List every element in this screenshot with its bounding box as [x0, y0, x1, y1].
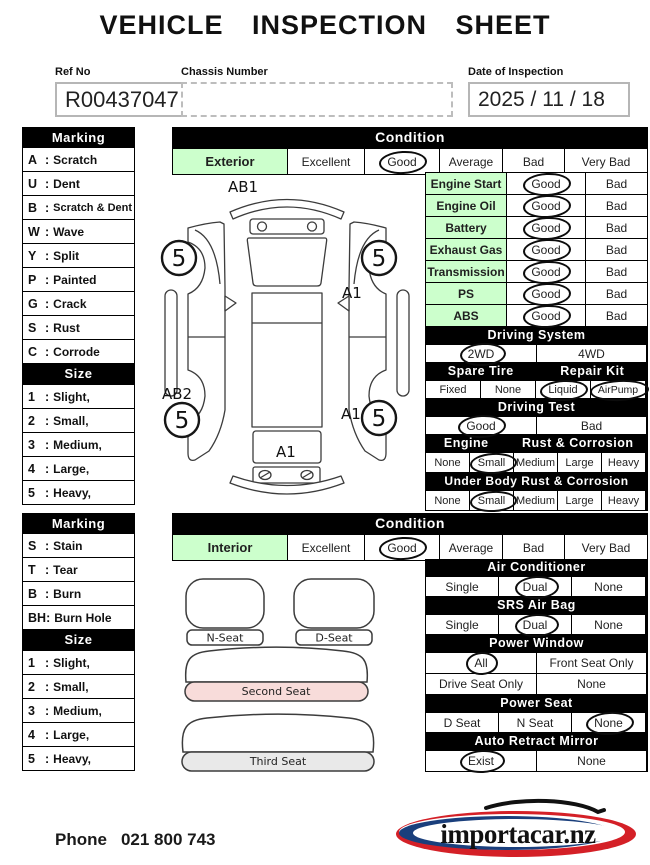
- legend-row: A : Scratch: [22, 147, 135, 172]
- check-label: PS: [426, 283, 506, 304]
- second-seat-shape: [186, 647, 368, 682]
- repair-liquid: Liquid: [536, 381, 590, 398]
- legend-row: S : Rust: [22, 315, 135, 340]
- driving-test-bad: Bad: [537, 417, 646, 434]
- legend-row: C : Corrode: [22, 339, 135, 364]
- srs-single: Single: [426, 615, 498, 634]
- srs-airbag-table: [425, 614, 648, 635]
- size-legend-header: Size: [22, 363, 135, 385]
- second-seat-label: Second Seat: [241, 685, 311, 698]
- power-seat-table: [425, 712, 648, 733]
- check-transmission-good: Good: [507, 261, 585, 282]
- ref-no-label: Ref No: [55, 66, 91, 78]
- check-label: Engine Oil: [426, 195, 506, 216]
- underbody-rust-table: [425, 490, 648, 511]
- wheel-grade-front-left: 5: [171, 246, 187, 272]
- check-battery-good: Good: [507, 217, 585, 238]
- condition-header: Condition: [172, 513, 648, 534]
- check-ps-good: Good: [507, 283, 585, 304]
- interior-condition-table: [172, 513, 648, 561]
- wheel-grade-rear-left: 5: [174, 408, 190, 434]
- air-conditioner-table: [425, 576, 648, 597]
- legend-row: U : Dent: [22, 171, 135, 196]
- underbody-rust-heavy: Heavy: [602, 491, 645, 510]
- pseat-none: None: [572, 713, 645, 732]
- check-label: Transmission: [426, 261, 506, 282]
- check-label: Engine Start: [426, 173, 506, 194]
- legend-row: 2 : Small,: [22, 674, 135, 699]
- interior-option-average: Average: [440, 535, 502, 560]
- d-seat-shape: [294, 579, 374, 628]
- legend-row: 3 : Medium,: [22, 698, 135, 723]
- exterior-option-excellent: Excellent: [288, 149, 364, 174]
- spare-fixed: Fixed: [426, 381, 480, 398]
- damage-mark-front: AB1: [228, 178, 259, 196]
- srs-none: None: [572, 615, 645, 634]
- driving-test-good: Good: [426, 417, 536, 434]
- spare-tire-table: [425, 380, 648, 399]
- pw-all: All: [426, 653, 536, 673]
- ac-single: Single: [426, 577, 498, 596]
- auto-retract-mirror-table: [425, 750, 648, 772]
- interior-checks-panel: [425, 559, 648, 772]
- seats-diagram: [172, 570, 384, 788]
- damage-mark-left: AB2: [162, 385, 193, 403]
- legend-row: 4 : Large,: [22, 456, 135, 481]
- pseat-n-seat: N Seat: [499, 713, 571, 732]
- wheel-grade-rear-right: 5: [371, 406, 387, 432]
- spare-none: None: [481, 381, 535, 398]
- pseat-d-seat: D Seat: [426, 713, 498, 732]
- interior-option-bad: Bad: [503, 535, 564, 560]
- check-battery-bad: Bad: [586, 217, 647, 238]
- underbody-rust-small: Small: [470, 491, 513, 510]
- legend-row: 1 : Slight,: [22, 650, 135, 675]
- legend-row: 3 : Medium,: [22, 432, 135, 457]
- interior-option-verybad: Very Bad: [565, 535, 647, 560]
- pw-none: None: [537, 674, 646, 694]
- ref-no-value: R00437047: [65, 86, 179, 112]
- underbody-rust-large: Large: [558, 491, 601, 510]
- legend-row: B : Burn: [22, 581, 135, 606]
- underbody-rust-medium: Medium: [514, 491, 557, 510]
- driving-system-2wd: 2WD: [426, 345, 536, 362]
- check-exhaust-gas-good: Good: [507, 239, 585, 260]
- driving-test-header: Driving Test: [425, 399, 648, 416]
- legend-row: S : Stain: [22, 533, 135, 558]
- underbody-rust-header: Under Body Rust & Corrosion: [425, 473, 648, 490]
- driving-system-header: Driving System: [425, 327, 648, 344]
- engine-rust-heavy: Heavy: [602, 453, 645, 472]
- interior-row-label: Interior: [173, 535, 287, 560]
- mirror-none: None: [537, 751, 646, 771]
- underbody-rust-none: None: [426, 491, 469, 510]
- importacar-logo: [390, 797, 642, 861]
- marking-legend-header: Marking: [22, 513, 135, 534]
- mirror-exist: Exist: [426, 751, 536, 771]
- car-damage-diagram: [158, 172, 416, 506]
- engine-rust-large: Large: [558, 453, 601, 472]
- condition-header: Condition: [172, 127, 648, 148]
- legend-row: T : Tear: [22, 557, 135, 582]
- legend-row: BH : Burn Hole: [22, 605, 135, 630]
- damage-mark-right: A1: [342, 284, 362, 302]
- engine-rust-table: [425, 452, 648, 473]
- exterior-row-label: Exterior: [173, 149, 287, 174]
- inspection-date-label: Date of Inspection: [468, 66, 564, 78]
- pw-drive-seat-only: Drive Seat Only: [426, 674, 536, 694]
- legend-row: 2 : Small,: [22, 408, 135, 433]
- damage-mark-right-rear: A1: [341, 405, 361, 423]
- exterior-checks-panel: [425, 172, 648, 511]
- mechanical-checks-table: [425, 172, 648, 327]
- check-abs-good: Good: [507, 305, 585, 326]
- interior-marking-legend: [22, 513, 135, 771]
- driving-system-table: [425, 344, 648, 363]
- chassis-number-label: Chassis Number: [181, 66, 268, 78]
- auto-retract-mirror-header: Auto Retract Mirror: [425, 733, 648, 750]
- pw-front-seat-only: Front Seat Only: [537, 653, 646, 673]
- legend-row: W : Wave: [22, 219, 135, 244]
- ac-none: None: [572, 577, 645, 596]
- inspection-date-box: [468, 82, 630, 117]
- repair-airpump: AirPump: [591, 381, 645, 398]
- logo-text: importacar.nz: [440, 819, 596, 849]
- third-seat-label: Third Seat: [249, 755, 307, 768]
- legend-row: 1 : Slight,: [22, 384, 135, 409]
- check-label: ABS: [426, 305, 506, 326]
- legend-row: 5 : Heavy,: [22, 746, 135, 771]
- inspection-date-value: 2025 / 11 / 18: [478, 87, 605, 111]
- exterior-marking-legend: [22, 127, 135, 505]
- air-conditioner-header: Air Conditioner: [425, 559, 648, 576]
- interior-option-excellent: Excellent: [288, 535, 364, 560]
- exterior-option-average: Average: [440, 149, 502, 174]
- check-engine-start-good: Good: [507, 173, 585, 194]
- check-abs-bad: Bad: [586, 305, 647, 326]
- legend-row: 5 : Heavy,: [22, 480, 135, 505]
- check-label: Battery: [426, 217, 506, 238]
- check-engine-oil-good: Good: [507, 195, 585, 216]
- ac-dual: Dual: [499, 577, 571, 596]
- check-engine-start-bad: Bad: [586, 173, 647, 194]
- check-label: Exhaust Gas: [426, 239, 506, 260]
- power-window-header: Power Window: [425, 635, 648, 652]
- logo-car-silhouette: [486, 801, 604, 812]
- engine-rust-header: Engine Rust & Corrosion: [425, 435, 648, 452]
- driving-test-table: [425, 416, 648, 435]
- wheel-grade-front-right: 5: [371, 246, 387, 272]
- legend-row: 4 : Large,: [22, 722, 135, 747]
- legend-row: B : Scratch & Dent: [22, 195, 135, 220]
- engine-rust-medium: Medium: [514, 453, 557, 472]
- page-title: VEHICLE INSPECTION SHEET: [99, 10, 551, 40]
- check-transmission-bad: Bad: [586, 261, 647, 282]
- engine-rust-none: None: [426, 453, 469, 472]
- power-window-table: [425, 652, 648, 695]
- srs-dual: Dual: [499, 615, 571, 634]
- exterior-option-bad: Bad: [503, 149, 564, 174]
- chassis-number-box: [181, 82, 453, 117]
- legend-row: P : Painted: [22, 267, 135, 292]
- exterior-option-verybad: Very Bad: [565, 149, 647, 174]
- n-seat-label: N-Seat: [206, 631, 244, 645]
- phone-number: Phone 021 800 743: [55, 830, 216, 849]
- exterior-option-good: Good: [365, 149, 439, 174]
- check-engine-oil-bad: Bad: [586, 195, 647, 216]
- marking-legend-header: Marking: [22, 127, 135, 148]
- legend-row: G : Crack: [22, 291, 135, 316]
- damage-mark-rear: A1: [276, 443, 296, 461]
- size-legend-header: Size: [22, 629, 135, 651]
- power-seat-header: Power Seat: [425, 695, 648, 712]
- legend-row: Y : Split: [22, 243, 135, 268]
- interior-option-good: Good: [365, 535, 439, 560]
- d-seat-label: D-Seat: [315, 631, 353, 645]
- srs-airbag-header: SRS Air Bag: [425, 597, 648, 614]
- driving-system-4wd: 4WD: [537, 345, 646, 362]
- n-seat-shape: [186, 579, 264, 628]
- engine-rust-small: Small: [470, 453, 513, 472]
- check-exhaust-gas-bad: Bad: [586, 239, 647, 260]
- spare-tire-repair-kit-header: Spare Tire Repair Kit: [425, 363, 648, 380]
- exterior-condition-table: [172, 127, 648, 175]
- check-ps-bad: Bad: [586, 283, 647, 304]
- third-seat-shape: [182, 714, 373, 752]
